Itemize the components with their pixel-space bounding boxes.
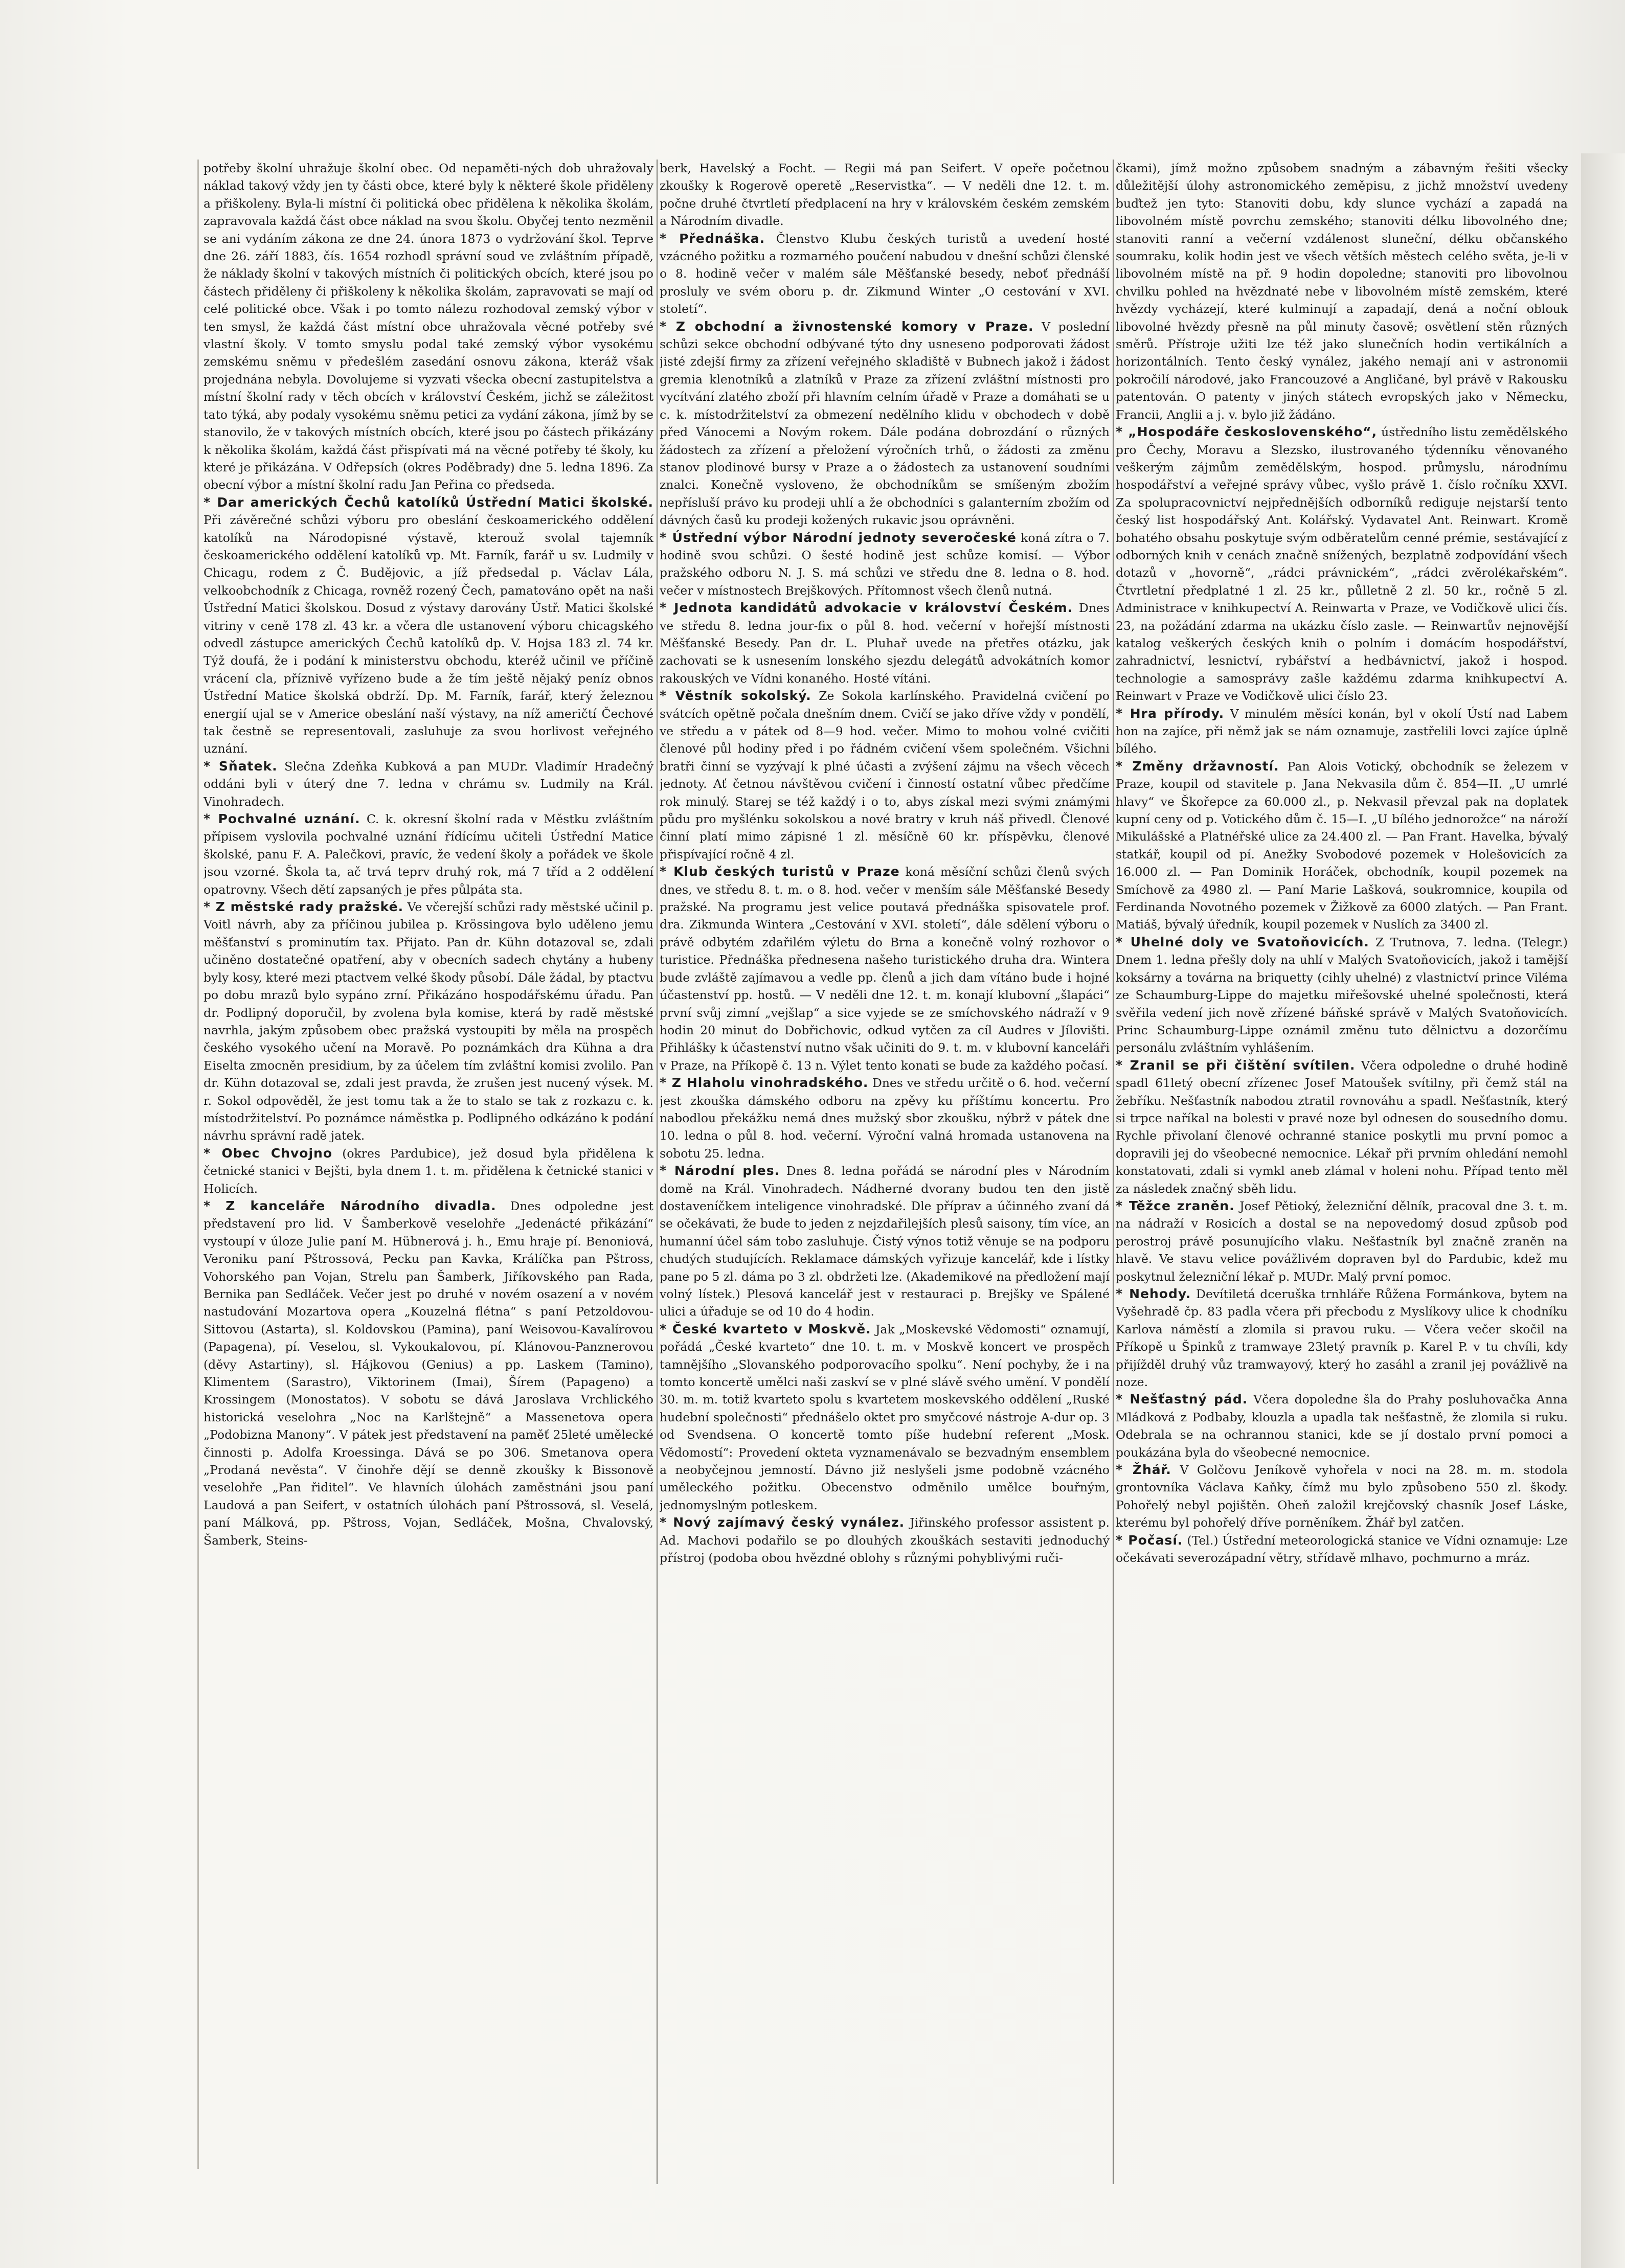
article-text: V minulém měsíci konán, byl v okolí Ústí nad Labem hon na zajíce, při němž jak se nám oznamuje, zastřelili lovci zajíce úplně bílého.	[1116, 706, 1568, 756]
column-divider	[1113, 160, 1114, 2184]
article-heading: * Žhář.	[1116, 1462, 1171, 1478]
article-text: V Golčovu Jeníkově vyhořela v noci na 28. m. m. stodola grontovníka Václava Kaňky, čímž mu bylo způsobeno 550 zl. škody. Pohořelý nebyl pojištěn. Oheň založil krejčovský chasník Josef Láske, kterému byl pohořelý dříve porněníkem. Žhář byl zatčen.	[1116, 1463, 1568, 1530]
article-text: Jiřinského professor assistent p. Ad. Machovi podařilo se po dlouhých zkouškách sestaviti jednoduchý přístroj (podoba obou hvězdné oblohy s různými pohyblivými ruči-	[660, 1515, 1110, 1566]
article-paragraph	[660, 1514, 1110, 1567]
article-heading: * Nový zajímavý český vynález.	[660, 1515, 905, 1530]
article-text: koná zítra o 7. hodině svou schůzi. O šesté hodině jest schůze komisí. — Výbor pražského odboru N. J. S. má schůzi ve středu dne 8. ledna o 8. hod. večer v místnostech Brejškových. Přítomnost všech členů nutná.	[660, 530, 1110, 598]
article-heading: * Nehody.	[1116, 1286, 1191, 1301]
article-text: Josef Pětioký, železniční dělník, pracoval dne 3. t. m. na nádraží v Rosicích a dostal se na nepovedomý dosud způsob pod perostroj právě posunujícího vlaku. Nešťastník byl značně zraněn na hlavě. Ve stavu velice povážlivém dopraven byl do Pardubic, kdež mu poskytnul železniční lékař p. MUDr. Malý první pomoc.	[1116, 1198, 1568, 1284]
article-text: (Tel.) Ústřední meteorologická stanice ve Vídni oznamuje: Lze očekávati severozápadní větry, střídavě mlhavo, pochmurno a mráz.	[1116, 1533, 1568, 1566]
article-paragraph	[1116, 160, 1568, 423]
article-paragraph	[1116, 934, 1568, 1057]
article-paragraph	[660, 1162, 1110, 1321]
article-paragraph	[660, 599, 1110, 687]
article-heading: * Hra přírody.	[1116, 706, 1225, 721]
article-paragraph	[660, 318, 1110, 529]
article-paragraph	[660, 1321, 1110, 1514]
article-paragraph	[204, 1197, 653, 1549]
article-heading: * Z Hlaholu vinohradského.	[660, 1075, 869, 1091]
article-paragraph	[1116, 758, 1568, 934]
article-heading: * Nešťastný pád.	[1116, 1392, 1248, 1407]
article-paragraph	[204, 160, 653, 494]
article-text: koná měsíční schůzi členů svých dnes, ve středu 8. t. m. o 8. hod. večer v menším sále Měšťanské Besedy pražské. Na programu jest velice poutavá přednáška spisovatele prof. dra. Zikmunda Wintera „Cestování v XVI. století“, dále sdělení výboru o právě odbytém zdařilém výletu do Brna a konečně volný rozhovor o turistice. Přednáška přednesena našeho turistického druha dra. Wintera bude zvláště zajímavou a vedle pp. členů a jich dam vítáno bude i hojné účastenství pp. hostů. — V neděli dne 12. t. m. konají klubovní „šlapáci“ první svůj zimní „vejšlap“ a sice vyjede se ze smíchovského nádraží v 9 hodin 20 minut do Dobřichovic, odkud vytčen za cíl Audres v Jílovišti. Přihlášky k účastenství nutno však učiniti do 9. t. m. v klubovní kanceláři v Praze, na Příkopě č. 13 n. Výlet tento konati se bude za každého počasí.	[660, 865, 1110, 1073]
article-text: berk, Havelský a Focht. — Regii má pan Seifert. V opeře početnou zkoušky k Rogerově operetě „Reservistka“. — V neděli dne 12. t. m. počne druhé čtvrtletí předplacení na hry v královském českém zemském a Národním divadle.	[660, 161, 1110, 229]
article-paragraph	[1116, 1532, 1568, 1567]
article-text: (okres Pardubice), jež dosud byla přidělena k četnické stanici v Bejšti, byla dnem 1. t. m. přidělena k četnické stanici v Holicích.	[204, 1146, 653, 1196]
article-text: Dnes ve středu 8. ledna jour-fix o půl 8. hod. večerní v hořejší místnosti Měšťanské Besedy. Pan dr. L. Pluhař uvede na přetřes otázku, jak zachovati se k usnesením lonského sjezdu delegátů advokátních komor rakouských ve Vídni konaného. Hosté vítáni.	[660, 601, 1110, 686]
article-heading: * Národní ples.	[660, 1163, 780, 1178]
article-heading: * Obec Chvojno	[204, 1145, 333, 1161]
article-paragraph	[1116, 1197, 1568, 1285]
article-text: Slečna Zdeňka Kubková a pan MUDr. Vladimír Hradečný oddáni byli v úterý dne 7. ledna v chrámu sv. Ludmily na Král. Vinohradech.	[204, 759, 653, 809]
article-paragraph	[660, 529, 1110, 600]
article-paragraph	[660, 230, 1110, 318]
article-paragraph	[1116, 423, 1568, 705]
column-left	[204, 160, 653, 2184]
article-text: C. k. okresní školní rada v Městku zvláštním přípisem vyslovila pochvalné uznání řídícímu učiteli Ústřední Matice školské, panu F. A. Palečkovi, pravíc, že vedení školy a pořádek ve škole jsou vzorné. Škola ta, ač trvá teprv druhý rok, má 7 tříd a 2 oddělení opatrovny. Všech dětí zapsaných je přes půlpáta sta.	[204, 812, 653, 897]
article-text: Dnes 8. ledna pořádá se národní ples v Národním domě na Král. Vinohradech. Nádherné dvorany budou ten den jistě dostaveníčkem inteligence vinohradské. Dle příprav a účinného zvaní dá se očekávati, že bude to jeden z nejzdařilejších plesů saisony, tím více, an humanní účel sám tobo zasluhuje. Čistý výnos totiž věnuje se na podporu chudých studujících. Reklamace dámských vyřizuje kancelář, kde i lístky pane po 5 zl. dáma po 3 zl. obdržeti lze. (Akademikové na předložení mají volný lístek.) Plesová kancelář jest v restauraci p. Brejšky ve Spálené ulici a úřaduje se od 10 do 4 hodin.	[660, 1164, 1110, 1319]
article-heading: * Z obchodní a živnostenské komory v Praze.	[660, 319, 1034, 334]
article-text: Z Trutnova, 7. ledna. (Telegr.) Dnem 1. ledna přešly doly na uhlí v Malých Svatoňovicích, jakož i tamější koksárny a továrna na briquetty (cihly uhelné) z vlastnictví prince Viléma ze Schaumburg-Lippe do majetku miřešovské uhelné společnosti, která svěřila vedení jich nově zřízené báňské správě v Malých Svatoňovicích. Princ Schaumburg-Lippe oznámil změnu tuto dělnictvu a dozorčímu personálu zvláštním vyhlášením.	[1116, 935, 1568, 1055]
article-paragraph	[660, 1074, 1110, 1162]
article-paragraph	[660, 863, 1110, 1074]
article-heading: * České kvarteto v Moskvě.	[660, 1321, 871, 1336]
article-heading: * Jednota kandidátů advokacie v království Českém.	[660, 600, 1073, 616]
article-text: Dnes ve středu určitě o 6. hod. večerní jest zkouška dámského odboru na zpěvy ku příštímu koncertu. Pro nabodlou překážku nemá dnes mužský sbor zkoušku, nýbrž v pátek dne 10. ledna o půl 8. hod. večerní. Výroční valná hromada ustanovena na sobotu 25. ledna.	[660, 1076, 1110, 1161]
article-heading: * Ústřední výbor Národní jednoty severočeské	[660, 530, 1017, 545]
article-text: Dnes odpoledne jest představení pro lid. V Šamberkově veselohře „Jedenácté přikázání“ vystoupí v úloze Julie paní M. Hübnerová j. h., Emu hraje pí. Benoniová, Veroniku paní Pštrossová, Pecku pan Kavka, Králíčka pan Pštross, Vohorského pan Vojan, Strelu pan Šamberk, Jiříkovského pan Rada, Bernika pan Sedláček. Večer jest po druhé v novém osazení a v novém nastudování Mozartova opera „Kouzelná flétna“ s paní Petzoldovou-Sittovou (Astarta), sl. Koldovskou (Pamina), paní Weisovou-Kavalírovou (Papagena), pí. Veselou, sl. Vykoukalovou, pí. Klánovou-Panznerovou (děvy Astartiny), sl. Hájkovou (Genius) a pp. Laskem (Tamino), Klimentem (Sarastro), Viktorinem (Imai), Šírem (Papageno) a Krossingem (Monostatos). V sobotu se dává Jaroslava Vrchlického historická veselohra „Noc na Karlštejně“ a Massenetova opera „Podobizna Manony“. V pátek jest představení na paměť 25leté umělecké činnosti p. Adolfa Kroessinga. Dává se po 306. Smetanova opera „Prodaná nevěsta“. V činohře dějí se denně zkoušky k Bissonově veselohře „Pan řiditel“. Ve hlavních úlohách zaměstnáni jsou paní Laudová a pan Seifert, v ostatních úlohách paní Pštrossová, sl. Veselá, paní Málková, pp. Pštross, Vojan, Sedláček, Mošna, Chvalovský, Šamberk, Steins-	[204, 1198, 653, 1548]
article-text: V poslední schůzi sekce obchodní odbývané týto dny usneseno podporovati žádost jisté zdejší firmy za zřízení veřejného skladiště v Bubnech jakož i žádost gremia klenotníků a zlatníků v Praze za zřízení zvláštní místnosti pro vycítvání zlatého zboží při hlavním celním úřadě v Praze a domáhati se u c. k. místodržitelství za obmezení nedělního klidu v obchodech v době před Vánocemi a Novým rokem. Dále podána dobrozdání o různých žádostech za zřízení a přeložení výročních trhů, o žádosti za změnu stanov plodinové bursy v Praze a o žádostech za ustanovení soudními znalci. Konečně vysloveno, že obchodníkům se smíšeným zbožím nepřísluší právo ku prodeji uhlí a že obchodníci s galanterním zbožím od dávných časů ku prodeji kožených rukavic jsou oprávněni.	[660, 319, 1110, 528]
article-paragraph	[1116, 1057, 1568, 1197]
article-heading: * Věstník sokolský.	[660, 688, 811, 704]
article-paragraph	[1116, 705, 1568, 758]
article-heading: * Z městské rady pražské.	[204, 899, 404, 915]
article-text: Včera odpoledne o druhé hodině spadl 61letý obecní zřízenec Josef Matoušek svítilny, při čemž stál na žebříku. Nešťastník nabodou ztratil rovnováhu a spadl. Nešťastník, který si trpce naříkal na bolesti v pravé noze byl odnesen do sousedního domu. Rychle přivolaní členové ochranné stanice poskytli mu první pomoc a dopravili jej do všeobecné nemocnice. Lékař při prvním ohledání nemohl konstatovati, zdali si vymkl aneb zlámal v holeni nohu. Případ tento měl za následek značný sběh lidu.	[1116, 1058, 1568, 1196]
article-heading: * „Hospodáře československého“,	[1116, 424, 1378, 440]
article-text: Ze Sokola karlínského. Pravidelná cvičení po svátcích opětně počala dnešním dnem. Cvičí se jako dříve vždy v pondělí, ve středu a v pátek od 8—9 hod. večer. Mimo to mohou volné cvičiti členové půl hodiny před i po řádném cvičení všem společném. Všichni bratři činní se vyzývají k plné účasti a zvýšení zájmu na všech věcech jednoty. Ať četnou návštěvou cvičení i činností ostatní vůbec předčíme rok minulý. Starej se též každý i o to, abys získal mezi svými známými půdu pro myšlénku sokolskou a nové bratry v kruh náš přivedl. Členové činní platí mimo zápisné 1 zl. měsíčně 60 kr. příspěvku, členové přispívající ročně 4 zl.	[660, 689, 1110, 861]
article-text: Při závěrečné schůzi výboru pro obeslání českoamerického oddělení katolíků na Národopisné výstavě, kterouž svolal tajemník českoamerického oddělení katolíků vp. Mt. Farník, farář u sv. Ludmily v Chicagu, rodem z Č. Budějovic, a jíž předsedal p. Václav Lála, velkoobchodník z Chicaga, rovněž rozený Čech, pamatováno opět na naši Ústřední Matici školskou. Dosud z výstavy darovány Ústř. Matici školské vitriny v ceně 178 zl. 43 kr. a včera dle ustanovení výboru chicagského odvedl zástupce amerických Čechů katolíků dp. V. Hojsa 183 zl. 74 kr. Týž doufá, že i podání k ministerstvu obchodu, kteréž učinil ve příčině vrácení cla, příznivě vyřízeno bude a že tím ještě nějaký peníz obnos Ústřední Matice školská obdrží. Dp. M. Farník, farář, který železnou energií ujal se v Americe obeslání naší výstavy, na níž američtí Čechové tak čestně se representovali, zasluhuje za svou horlivost veřejného uznání.	[204, 513, 653, 756]
article-heading: * Zranil se při čištění svítilen.	[1116, 1057, 1356, 1073]
article-text: Jak „Moskevské Vědomosti“ oznamují, pořádá „České kvarteto“ dne 10. t. m. v Moskvě koncert ve prospěch tamnějšího „Slovanského podporovacího spolku“. Není pochyby, že i na tomto koncertě umělci naši zaskví se v plné slávě svého umění. V pondělí 30. m. m. totiž kvarteto spolu s kvartetem moskevského oddělení „Ruské hudební společnosti“ přednášelo oktet pro smyčcové nástroje A-dur op. 3 od Svendsena. O koncertě tomto píše hudební referent „Mosk. Vědomostí“: Provedení okteta vyznamenávalo se bezvadným ensemblem a neobyčejnou jemností. Dávno již neslyšeli jsme podobně vzácného uměleckého požitku. Obecenstvo odměnilo umělce bouřným, jednomyslným potleskem.	[660, 1322, 1110, 1512]
article-text: Včera dopoledne šla do Prahy posluhovačka Anna Mládková z Podbaby, klouzla a upadla tak nešťastně, že zlomila si ruku. Odebrala se na ochrannou stanici, kde se jí dostalo první pomoci a poukázána byla do všeobecné nemocnice.	[1116, 1392, 1568, 1460]
article-text: Pan Alois Votický, obchodník se železem v Praze, koupil od stavitele p. Jana Nekvasila dům č. 854—II. „U umrlé hlavy“ ve Škořepce za 60.000 zl., p. Nekvasil převzal pak na doplatek kupní ceny od p. Votického dům č. 15—I. „U bílého jednorožce“ na nároží Mikulášské a Platnéřské ulice za 24.400 zl. — Pan Frant. Havelka, bývalý statkář, koupil od pí. Anežky Svobodové pozemek v Holešovicích za 16.000 zl. — Pan Dominik Horáček, obchodník, koupil pozemek na Smíchově za 4980 zl. — Paní Marie Lašková, soukromnice, koupila od Ferdinanda Novotného pozemek v Žižkově za 6000 zlatých. — Pan Frant. Matiáš, bývalý úředník, koupil pozemek v Nuslích za 3400 zl.	[1116, 759, 1568, 932]
article-heading: * Přednáška.	[660, 231, 765, 246]
article-paragraph	[1116, 1391, 1568, 1461]
article-heading: * Změny državností.	[1116, 758, 1279, 774]
article-heading: * Dar amerických Čechů katolíků Ústřední Matici školské.	[204, 494, 653, 510]
article-heading: * Uhelné doly ve Svatoňovicích.	[1116, 934, 1369, 949]
article-paragraph	[660, 687, 1110, 863]
article-text: Ve včerejší schůzi rady městské učinil p. Voitl návrh, aby za příčinou jubilea p. Krössingova bylo uděleno jemu měšťanství s prominutím tax. Přijato. Pan dr. Kühn dotazoval se, zdali učiněno dostatečné opatření, aby v obecních sadech chytány a hubeny byly kosy, které mezi ptactvem velké škody působí. Dále žádal, by ptactvu po dobu mrazů bylo sypáno zrní. Přikázáno hospodářskému úřadu. Pan dr. Podlipný doporučil, by zvolena byla komise, která by radě městské navrhla, jakým způsobem obec pražská vystoupiti by měla na prospěch českého vysokého učení na Moravě. Po poznámkách dra Kühna a dra Eiselta zmocněn presidium, by za účelem tím zvláštní komisi zvolilo. Pan dr. Kühn dotazoval se, zdali jest pravda, že zrušen jest nucený výsek. M. r. Sokol odpověděl, že jest tomu tak a že to stalo se tak z rozkazu c. k. místodržitelství. Po poznámce náměstka p. Podlipného odkázáno k podání návrhu správní radě jatek.	[204, 900, 653, 1143]
article-paragraph	[204, 898, 653, 1145]
article-heading: * Těžce zraněn.	[1116, 1198, 1235, 1213]
page-fold-shadow	[1581, 153, 1625, 2268]
article-paragraph	[204, 758, 653, 810]
article-text: ústředního listu zemědělského pro Čechy, Moravu a Slezsko, ilustrovaného týdenníku věnovaného veškerým zájmům zemědělským, hospod. průmyslu, národnímu hospodářství a veřejné správy vůbec, vyšlo právě 1. číslo ročníku XXVI. Za spolupracovnictví nejpřednějších odborníků rediguje nejstarší tento český list hospodářský Ant. Kolářský. Vydavatel Ant. Reinwart. Kromě bohatého obsahu poskytuje svým odběratelům cenné prémie, sestávající z odborných knih v cenách značně snížených, bezplatně zodpovídání všech dotazů v „hovorně“, „rádci právnickém“, „rádci zvěrolékařském“. Čtvrtletní předplatné 1 zl. 25 kr., půlletně 2 zl. 50 kr., ročně 5 zl. Administrace v knihkupectví A. Reinwarta v Praze, ve Vodičkově ulici čís. 23, na požádání zdarma na ukázku číslo zasle. — Reinwartův nejnovější katalog veškerých českých knih o polním i domácím hospodářství, zahradnictví, lesnictví, rybářství a hedbávnictví, jakož i hospod. technologie a samosprávy zašle každému zdarma knihkupectví A. Reinwart v Praze ve Vodičkově ulici číslo 23.	[1116, 425, 1568, 704]
article-paragraph	[1116, 1285, 1568, 1391]
column-divider	[657, 160, 658, 2184]
article-paragraph	[1116, 1461, 1568, 1532]
page-binding-edge	[197, 160, 199, 2169]
article-heading: * Klub českých turistů v Praze	[660, 864, 900, 879]
article-paragraph	[204, 494, 653, 758]
column-middle	[660, 160, 1110, 2184]
article-text: Devítiletá dceruška trnhláře Růžena Formánkova, bytem na Vyšehradě čp. 83 padla včera při přecbodu z Myslíkovy ulice k chodníku Karlova náměstí a zlomila si pravou ruku. — Včera večer skočil na Příkopě u Špinků z tramwaye 23letý pravník p. Karel P. v tu chvíli, kdy přijížděl druhý vůz tramwayový, který ho zasáhl a zranil jej povážlivě na noze.	[1116, 1287, 1568, 1390]
column-right	[1116, 160, 1568, 2184]
article-text: čkami), jímž možno způsobem snadným a zábavným řešiti všecky důležitější úlohy astronomického zeměpisu, z jichž množství uvedeny buďtež jen tyto: Stanoviti dobu, kdy slunce vychází a zapadá na libovolném místě povrchu zemského; stanoviti délku libovolného dne; stanoviti ranní a večerní vzdálenost sluneční, délku občanského soumraku, kolik hodin jest ve všech větších městech celého světa, je-li v libovolném místě na př. 9 hodin dopoledne; stanoviti pro libovolnou chvilku pohled na hvězdnaté nebe v libovolném místě zemském, které hvězdy vycházejí, které kulminují a zapadají, dená a noční oblouk libovolné hvězdy přesně na půl minuty časově; osvětlení stěn různých směrů. Přístroje užiti lze též jako slunečních hodin vertikálních a horizontálních. Tento český vynález, jakého nemají ani v astronomii pokročilí národové, jako Francouzové a Angličané, byl právě v Rakousku patentován. O patenty v jiných státech evropských jako v Německu, Francii, Anglii a j. v. bylo již žádáno.	[1116, 161, 1568, 422]
article-paragraph	[660, 160, 1110, 230]
article-text: potřeby školní uhražuje školní obec. Od nepaměti-ných dob uhražovaly náklad takový vždy jen ty části obce, které byly k některé škole přiděleny a přiškoleny. Byla-li místní či politická obec přidělena k několika školám, zapravovala každá část obce náklad na svou školu. Obyčej tento nezměnil se ani vydáním zákona ze dne 24. února 1873 o vydržování škol. Teprve dne 26. září 1883, čís. 1654 rozhodl správní soud ve zvláštním případě, že náklady školní v takových místních či politických obcích, které jsou po částech přiděleny či přiškoleny k několika školám, zapravovati se mají od celé politické obce. Však i po tomto nálezu rozhodoval zemský výbor v ten smysl, že každá část místní obce uhražovala věcné potřeby své vlastní školy. V tomto smyslu podal také zemský výbor vysokému zemskému sněmu v předešlém zasedání osnovu zákona, kteráž však projednána nebyla. Dovolujeme si vyzvati všecka obecní zastupitelstva a místní školní rady v těch obcích v království Českém, jichž se záležitost tato týká, aby podaly vysokému sněmu petici za vydání zákona, jímž by se stanovilo, že v takových místních obcích, které jsou po částech přikázány k několika školám, každá část přispívati má na věcné potřeby té školy, ku které je přikázána. V Odřepsích (okres Poděbrady) dne 5. ledna 1896. Za obecní výbor a místní školní radu Jan Peřina co předseda.	[204, 161, 653, 492]
article-heading: * Z kanceláře Národního divadla.	[204, 1198, 496, 1213]
article-heading: * Sňatek.	[204, 758, 278, 774]
article-heading: * Pochvalné uznání.	[204, 811, 360, 827]
article-paragraph	[204, 1145, 653, 1197]
article-text: Členstvo Klubu českých turistů a uvedení hosté vzácného požitku a rozmarného poučení nabudou v dnešní schůzi členské o 8. hodině večer v malém sále Měšťanské besedy, neboť přednáší prosluly ve svém oboru p. dr. Zikmund Winter „O cestování v XVI. století“.	[660, 231, 1110, 316]
article-heading: * Počasí.	[1116, 1532, 1183, 1548]
article-paragraph	[204, 810, 653, 898]
